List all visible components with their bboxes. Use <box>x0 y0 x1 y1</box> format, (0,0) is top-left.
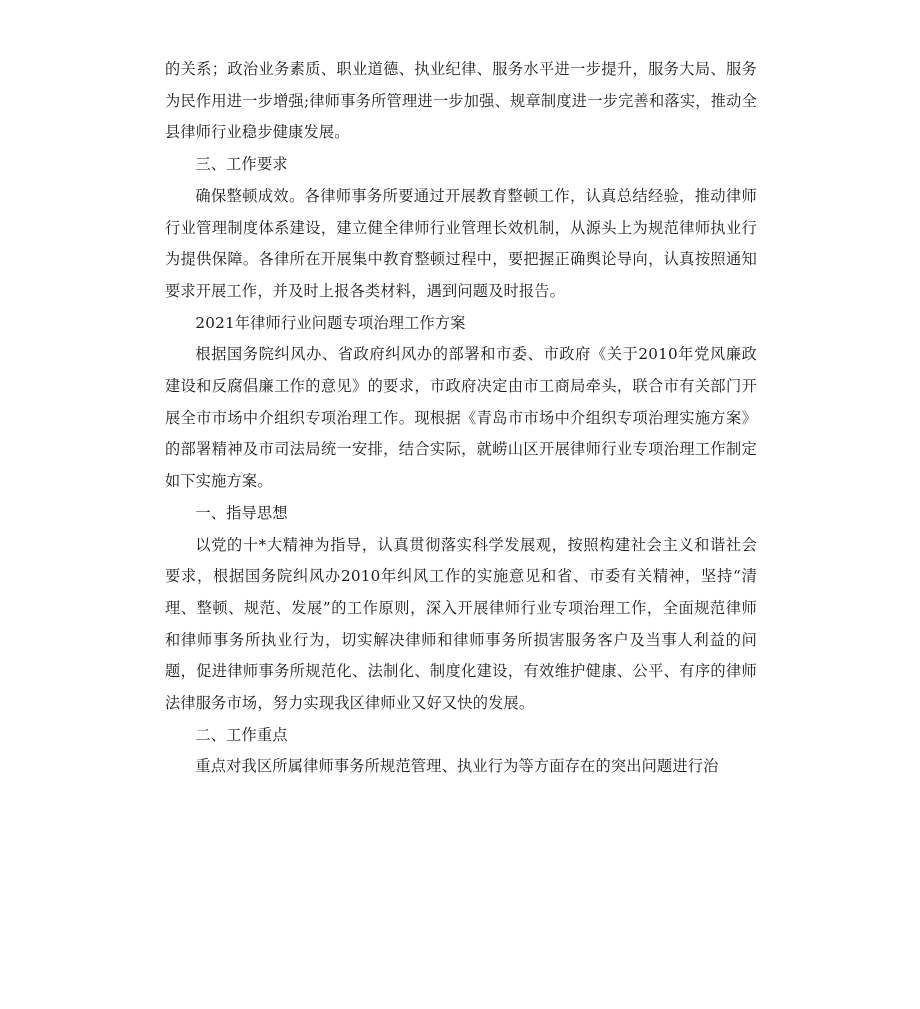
section-heading-guiding-thought: 一、指导思想 <box>195 503 288 522</box>
paragraph-ensure-results: 确保整顿成效。各律师事务所要通过开展教育整顿工作，认真总结经验，推动律师行业管理制度体系建设，建立健全律师行业管理长效机制，从源头上为规范律师执业行为提供保障。各律所在开展集中教育整顿过程中，要把握正确舆论导向，认真按照通知要求开展工作，并及时上报各类材料，遇到问题及时报告。 <box>165 186 757 300</box>
paragraph-background: 根据国务院纠风办、省政府纠风办的部署和市委、市政府《关于2010年党风廉政建设和反腐倡廉工作的意见》的要求，市政府决定由市工商局牵头，联合市有关部门开展全市市场中介组织专项治理工作。现根据《青岛市市场中介组织专项治理实施方案》的部署精神及市司法局统一安排，结合实际，就崂山区开展律师行业专项治理工作制定如下实施方案。 <box>165 345 757 491</box>
document-body <box>165 54 757 783</box>
document-title: 2021年律师行业问题专项治理工作方案 <box>195 313 466 332</box>
paragraph-work-focus: 重点对我区所属律师事务所规范管理、执业行为等方面存在的突出问题进行治 <box>195 757 719 776</box>
paragraph-guiding-thought: 以党的十*大精神为指导，认真贯彻落实科学发展观，按照构建社会主义和谐社会要求，根据国务院纠风办2010年纠风工作的实施意见和省、市委有关精神，坚持“清理、整顿、规范、发展”的工作原则，深入开展律师行业专项治理工作，全面规范律师和律师事务所执业行为，切实解决律师和律师事务所损害服务客户及当事人利益的问题，促进律师事务所规范化、法制化、制度化建设，有效维护健康、公平、有序的律师法律服务市场，努力实现我区律师业又好又快的发展。 <box>165 535 757 713</box>
section-heading-work-focus: 二、工作重点 <box>195 725 288 744</box>
section-heading-work-requirements: 三、工作要求 <box>195 155 288 174</box>
paragraph-continued: 的关系；政治业务素质、职业道德、执业纪律、服务水平进一步提升，服务大局、服务为民作用进一步增强;律师事务所管理进一步加强、规章制度进一步完善和落实，推动全县律师行业稳步健康发展。 <box>165 60 757 142</box>
